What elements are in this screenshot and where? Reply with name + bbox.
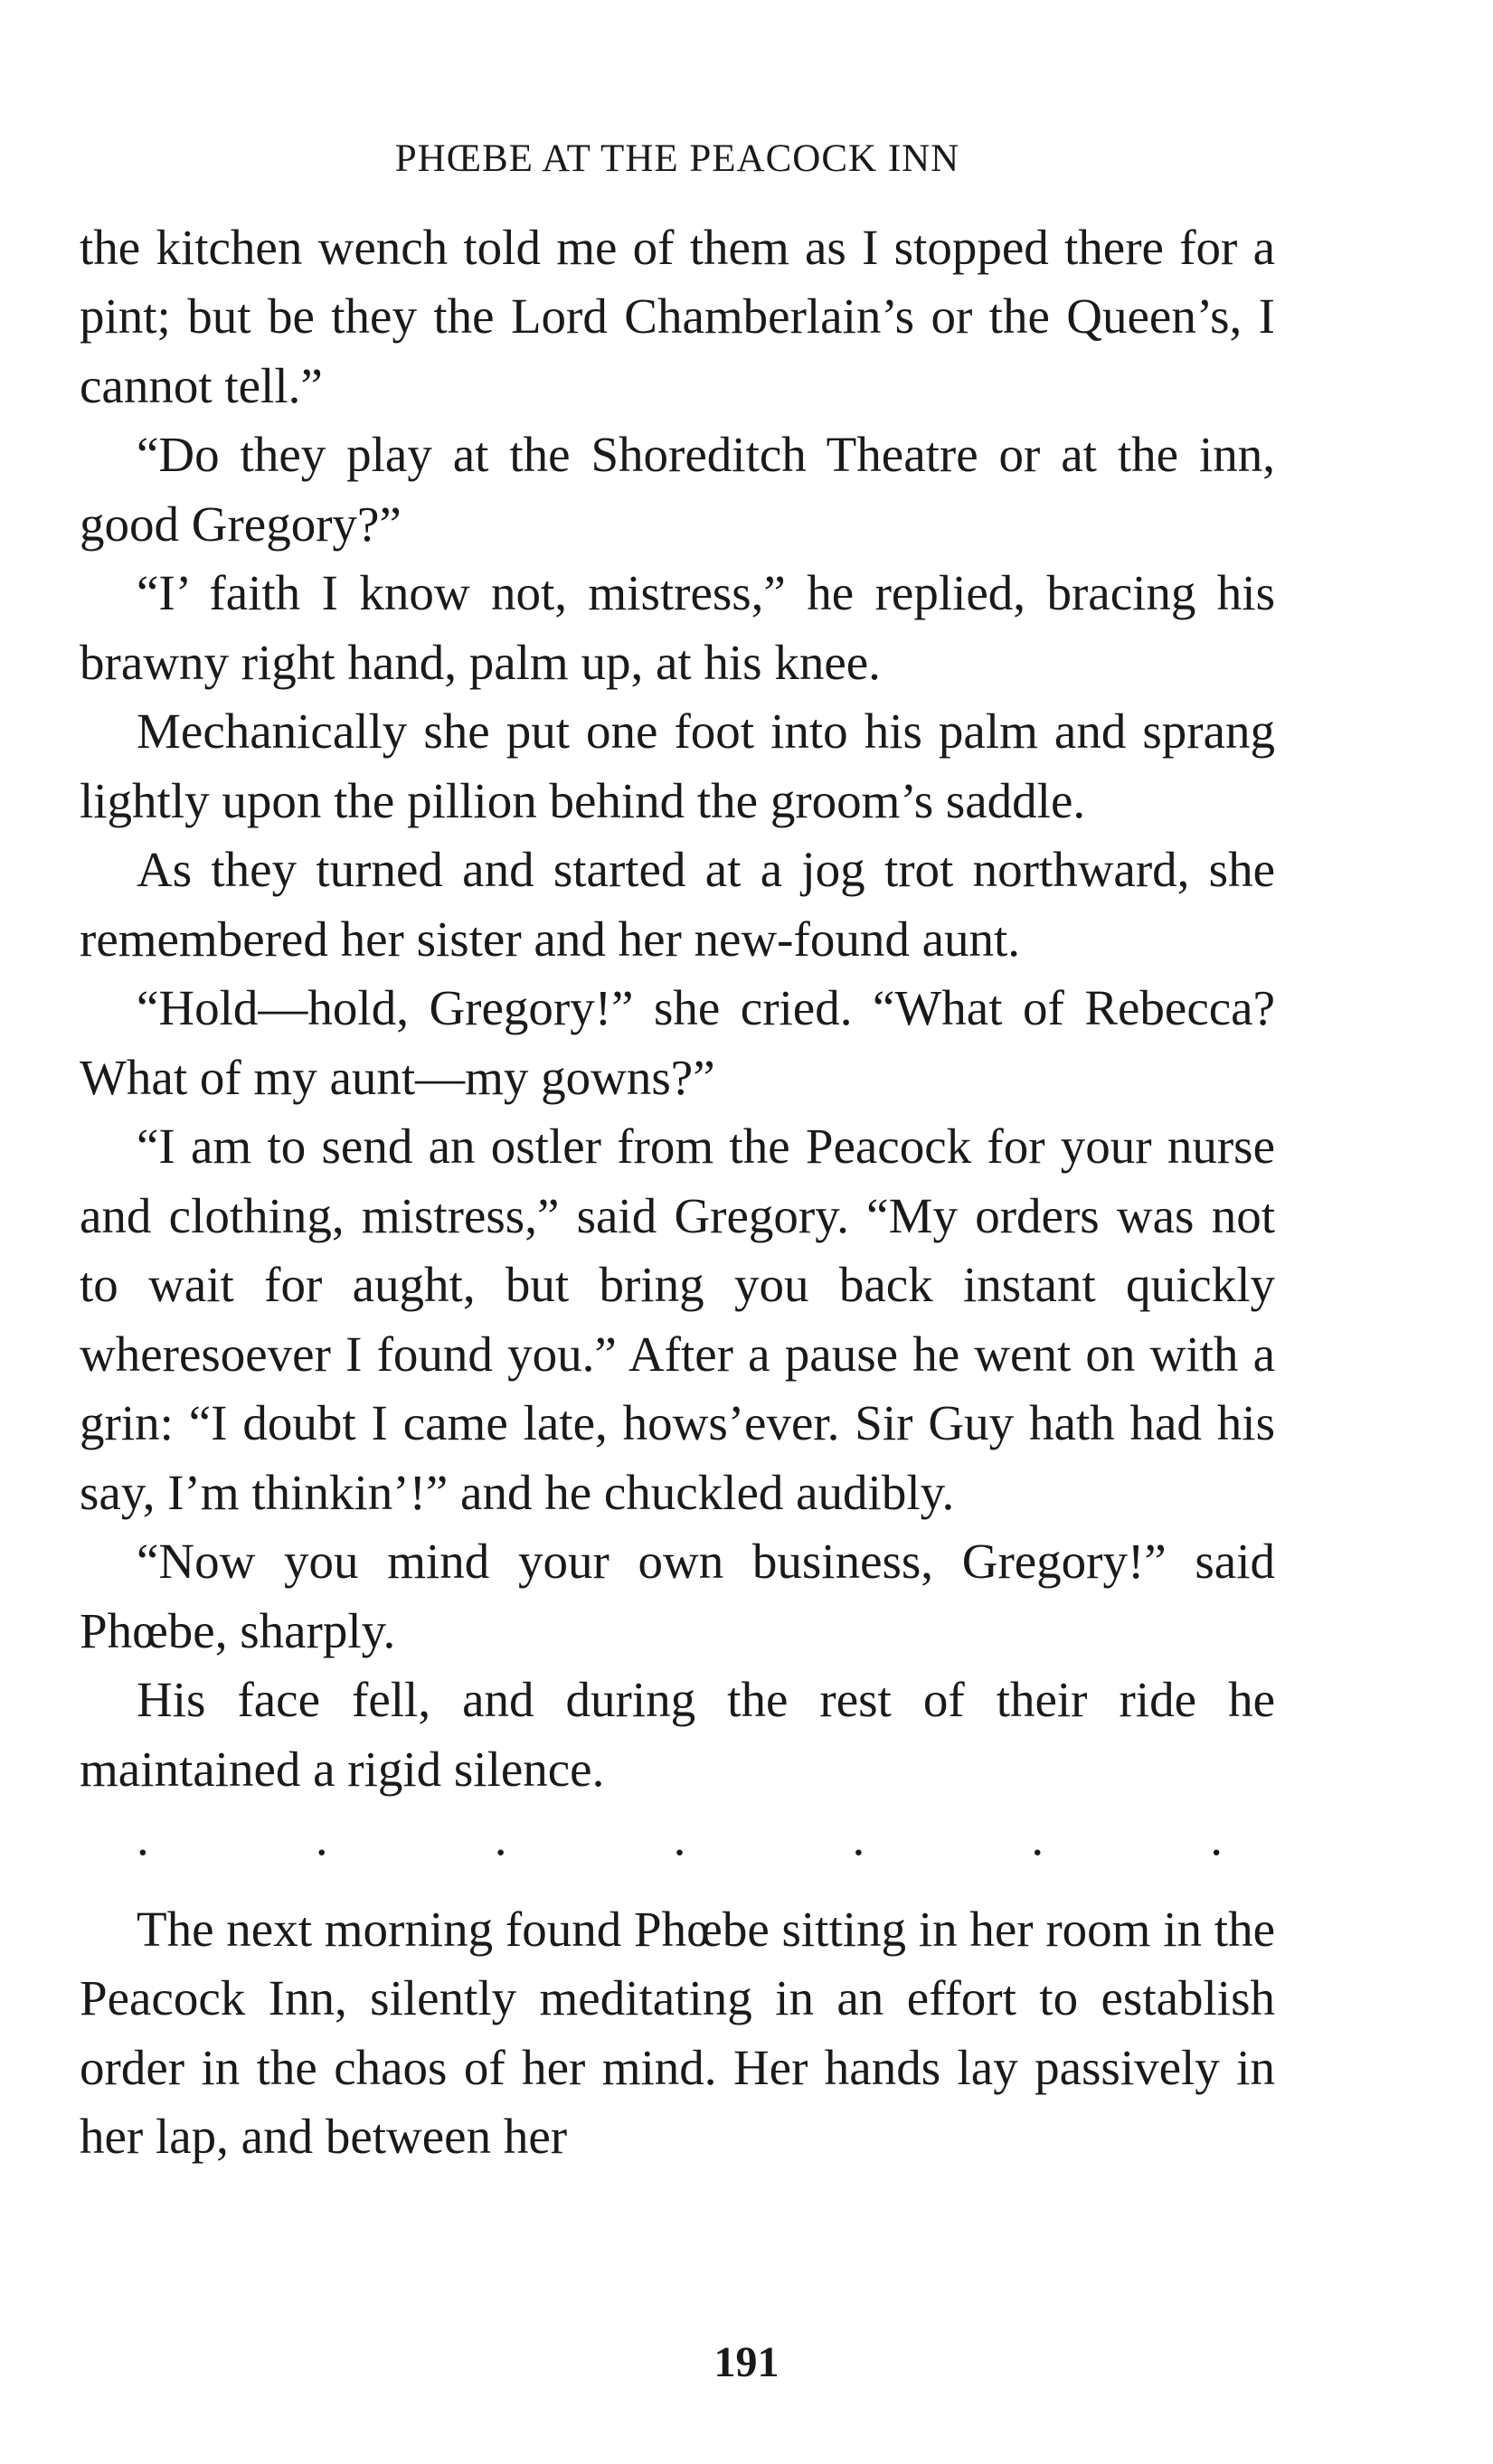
page-number: 191 — [713, 2338, 780, 2386]
section-break-dots — [80, 1804, 1275, 1874]
ornament-dot: . — [315, 1810, 328, 1866]
ornament-dot: . — [852, 1810, 865, 1866]
book-page — [80, 136, 1275, 2172]
paragraph-continued: the kitchen wench told me of them as I stopped there for a pint; but be they the Lord Chamberlain’s or the Queen’s, I cannot tell.” — [80, 219, 1275, 413]
paragraph: As they turned and started at a jog trot northward, she remembered her sister and her new-found aunt. — [80, 842, 1275, 967]
paragraph: “I’ faith I know not, mistress,” he replied, bracing his brawny right hand, palm up, at his knee. — [80, 565, 1275, 690]
ornament-dot: . — [137, 1810, 149, 1866]
running-head: PHŒBE AT THE PEACOCK INN — [394, 137, 960, 180]
paragraph: The next morning found Phœbe sitting in her room in the Peacock Inn, silently meditating in an effort to establish order in the chaos of her mind. Her hands lay passively in her lap, and between her — [80, 1901, 1275, 2165]
ornament-dot: . — [1031, 1810, 1044, 1866]
ornament-dot: . — [673, 1810, 686, 1866]
ornament-dot: . — [1210, 1810, 1223, 1866]
body-text — [80, 213, 1275, 2172]
paragraph: “Do they play at the Shoreditch Theatre or at the inn, good Gregory?” — [80, 427, 1275, 552]
paragraph: Mechanically she put one foot into his palm and sprang lightly upon the pillion behind the groom’s saddle. — [80, 703, 1275, 828]
paragraph: “I am to send an ostler from the Peacock for your nurse and clothing, mistress,” said Gregory. “My orders was not to wait for aught, but bring you back instant quickly wheresoever I found you.” After a pause he went on with a grin: “I doubt I came late, hows’ever. Sir Guy hath had his say, I’m thinkin’!” and he chuckled audibly. — [80, 1119, 1275, 1520]
ornament-dot: . — [494, 1810, 507, 1866]
paragraph: “Now you mind your own business, Gregory!” said Phœbe, sharply. — [80, 1534, 1275, 1658]
paragraph: “Hold—hold, Gregory!” she cried. “What of Rebecca? What of my aunt—my gowns?” — [80, 980, 1275, 1105]
paragraph: His face fell, and during the rest of their ride he maintained a rigid silence. — [80, 1672, 1275, 1797]
